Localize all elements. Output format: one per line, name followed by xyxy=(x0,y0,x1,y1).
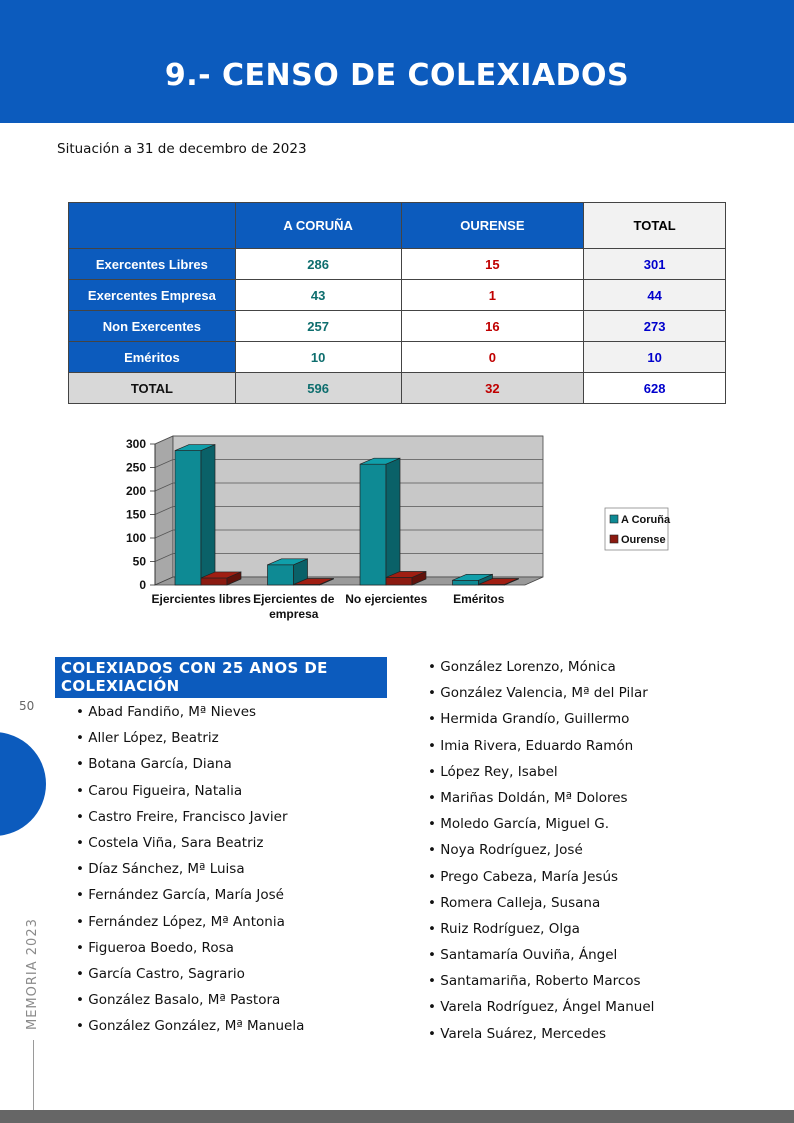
y-tick-label: 200 xyxy=(125,484,146,498)
cell-total: 273 xyxy=(584,311,726,342)
cell-coruna: 286 xyxy=(235,249,401,280)
footer-bar xyxy=(0,1110,794,1123)
table-row xyxy=(69,342,726,373)
cell-coruna: 43 xyxy=(235,280,401,311)
list-item: • Figueroa Boedo, Rosa xyxy=(76,938,304,964)
list-item: • Carou Figueira, Natalia xyxy=(76,781,304,807)
list-item: • Aller López, Beatriz xyxy=(76,728,304,754)
list-item: • González Lorenzo, Mónica xyxy=(428,657,654,683)
bar-chart xyxy=(110,430,680,630)
bar-ourense-front xyxy=(386,577,412,585)
list-item: • Moledo García, Miguel G. xyxy=(428,814,654,840)
list-item: • Varela Suárez, Mercedes xyxy=(428,1024,654,1050)
y-tick-label: 50 xyxy=(132,554,146,569)
total-ourense: 32 xyxy=(401,373,584,404)
table-row xyxy=(69,249,726,280)
list-item: • Prego Cabeza, María Jesús xyxy=(428,867,654,893)
cell-total: 301 xyxy=(584,249,726,280)
cell-ourense: 15 xyxy=(401,249,584,280)
list-item: • Varela Rodríguez, Ángel Manuel xyxy=(428,997,654,1023)
row-label: Eméritos xyxy=(69,342,236,373)
names-list-right xyxy=(428,657,654,1050)
subtitle: Situación a 31 de decembro de 2023 xyxy=(57,141,307,157)
y-tick-label: 150 xyxy=(125,507,146,522)
y-tick-label: 0 xyxy=(139,578,146,592)
names-list-left xyxy=(76,702,304,1042)
header-banner xyxy=(0,0,794,123)
x-tick-label: Eméritos xyxy=(453,592,505,606)
list-item: • Abad Fandiño, Mª Nieves xyxy=(76,702,304,728)
y-tick-label: 250 xyxy=(125,460,146,475)
total-coruna: 596 xyxy=(235,373,401,404)
row-label: Non Exercentes xyxy=(69,311,236,342)
list-item: • Mariñas Doldán, Mª Dolores xyxy=(428,788,654,814)
section-title: COLEXIADOS CON 25 ANOS DE COLEXIACIÓN xyxy=(55,657,387,698)
bar-a-coruña-front xyxy=(453,580,479,585)
x-tick-label: No ejercientes xyxy=(345,592,428,606)
x-tick-label: Ejercientes libres xyxy=(151,592,251,606)
legend-swatch xyxy=(610,535,618,543)
list-item: • González Valencia, Mª del Pilar xyxy=(428,683,654,709)
bar-a-coruña-side xyxy=(201,445,215,585)
page-number: 50 xyxy=(19,699,35,713)
y-tick-label: 100 xyxy=(125,531,146,545)
list-item: • González González, Mª Manuela xyxy=(76,1016,304,1042)
legend-label: A Coruña xyxy=(621,514,671,526)
cell-coruna: 10 xyxy=(235,342,401,373)
y-tick-label: 300 xyxy=(125,437,146,451)
table-row xyxy=(69,311,726,342)
cell-total: 10 xyxy=(584,342,726,373)
bar-a-coruña-front xyxy=(360,464,386,585)
cell-ourense: 16 xyxy=(401,311,584,342)
sidebar-label: MEMORIA 2023 xyxy=(25,918,40,1030)
bar-a-coruña-front xyxy=(268,565,294,585)
column-header-total: TOTAL xyxy=(584,203,726,249)
total-label: TOTAL xyxy=(69,373,236,404)
list-item: • González Basalo, Mª Pastora xyxy=(76,990,304,1016)
list-item: • Castro Freire, Francisco Javier xyxy=(76,807,304,833)
legend-swatch xyxy=(610,515,618,523)
table-corner-cell xyxy=(69,203,236,249)
x-tick-label: Ejercientes de empresa xyxy=(253,592,335,621)
sidebar-line xyxy=(33,1040,34,1110)
bar-a-coruña-front xyxy=(175,451,201,585)
list-item: • Imia Rivera, Eduardo Ramón xyxy=(428,736,654,762)
table-header-row xyxy=(69,203,726,249)
cell-ourense: 1 xyxy=(401,280,584,311)
list-item: • Fernández García, María José xyxy=(76,885,304,911)
list-item: • Hermida Grandío, Guillermo xyxy=(428,709,654,735)
bar-ourense-front xyxy=(201,578,227,585)
column-header-coruna: A CORUÑA xyxy=(235,203,401,249)
bar-a-coruña-side xyxy=(386,458,400,585)
list-item: • Romera Calleja, Susana xyxy=(428,893,654,919)
table-row xyxy=(69,280,726,311)
list-item: • Santamariña, Roberto Marcos xyxy=(428,971,654,997)
table-total-row xyxy=(69,373,726,404)
legend-label: Ourense xyxy=(621,534,666,546)
page-title: 9.- CENSO DE COLEXIADOS xyxy=(164,58,630,93)
list-item: • Botana García, Diana xyxy=(76,754,304,780)
list-item: • Noya Rodríguez, José xyxy=(428,840,654,866)
list-item: • Costela Viña, Sara Beatriz xyxy=(76,833,304,859)
list-item: • Santamaría Ouviña, Ángel xyxy=(428,945,654,971)
cell-ourense: 0 xyxy=(401,342,584,373)
list-item: • López Rey, Isabel xyxy=(428,762,654,788)
total-total: 628 xyxy=(584,373,726,404)
list-item: • Fernández López, Mª Antonia xyxy=(76,912,304,938)
decorative-circle xyxy=(0,732,46,836)
list-item: • Ruiz Rodríguez, Olga xyxy=(428,919,654,945)
row-label: Exercentes Libres xyxy=(69,249,236,280)
column-header-ourense: OURENSE xyxy=(401,203,584,249)
list-item: • Díaz Sánchez, Mª Luisa xyxy=(76,859,304,885)
census-table xyxy=(68,202,726,404)
list-item: • García Castro, Sagrario xyxy=(76,964,304,990)
row-label: Exercentes Empresa xyxy=(69,280,236,311)
cell-coruna: 257 xyxy=(235,311,401,342)
cell-total: 44 xyxy=(584,280,726,311)
